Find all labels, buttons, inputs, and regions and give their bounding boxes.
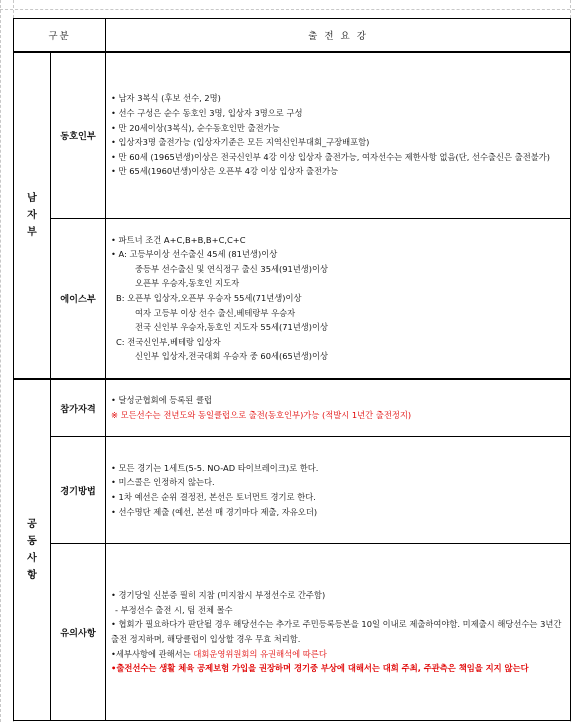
notes-label: 유의사항 <box>51 544 106 721</box>
header-guideline: 출 전 요 강 <box>106 19 571 52</box>
club-line: • 선수 구성은 순수 동호인 3명, 입상자 3명으로 구성 <box>111 108 303 119</box>
ace-line: C: 전국신인부,베테랑 입상자 <box>116 336 221 347</box>
notes-line: • 협회가 필요하다가 판단될 경우 해당선수는 추가로 주민등록등본을 10일 이내로 제출하여야함. 미제출시 해당선수는 3년간 출전 정지하며, 해당클럽이 입상할 경우 무효 처리함. <box>111 619 562 644</box>
ace-division-label: 에이스부 <box>51 219 106 379</box>
method-line: • 미스콜은 인정하지 않는다. <box>111 477 215 488</box>
ace-line: 중등부 선수출신 및 연식정구 출신 35세(91년생)이상 <box>135 263 329 274</box>
header-row <box>14 19 571 52</box>
club-line: • 남자 3복식 (후보 선수, 2명) <box>111 93 221 104</box>
ace-line: B: 오픈부 입상자,오픈부 우승자 55세(71년생)이상 <box>116 292 302 303</box>
club-line: • 만 60세 (1965년생)이상은 전국신인부 4강 이상 입상자 출전가능, 여자선수는 제한사항 없음(단, 선수출신은 출전불가) <box>111 151 551 162</box>
club-division-content <box>106 52 571 219</box>
notes-line: • 경기당일 신분증 필히 지참 (미지참시 부정선수로 간주함) <box>111 590 326 601</box>
notes-line: - 부정선수 출전 시, 팀 전체 몰수 <box>115 604 233 615</box>
common-matters-label: 공 동 사 항 <box>14 379 51 721</box>
club-line: • 입상자3명 출전가능 (입상자기준은 모든 지역신인부대회_구장배포함) <box>111 137 370 148</box>
method-line: • 선수명단 제출 (예선, 본선 매 경기마다 제출, 자유오더) <box>111 506 318 517</box>
eligibility-label: 참가자격 <box>51 379 106 437</box>
method-label: 경기방법 <box>51 437 106 544</box>
men-ace-row <box>14 219 571 379</box>
eligibility-line: • 달성군협회에 등록된 클럽 <box>111 395 212 406</box>
method-row <box>14 437 571 544</box>
method-line: • 1차 예선은 순위 결정전, 본선은 토너먼트 경기로 한다. <box>111 492 316 502</box>
men-club-row <box>14 52 571 219</box>
ace-line: 오픈부 우승자,동호인 지도자 <box>135 278 240 289</box>
header-category: 구분 <box>14 19 106 52</box>
club-line: • 만 65세(1960년생)이상은 오픈부 4강 이상 입상자 출전가능 <box>111 166 339 177</box>
competition-guidelines-table <box>13 18 571 721</box>
ace-line: 전국 신인부 우승자,동호인 지도자 55세(71년생)이상 <box>135 322 329 333</box>
notes-row <box>14 544 571 721</box>
eligibility-warning: ※ 모든선수는 전년도와 동일클럽으로 출전(동호인부)가능 (적발시 1년간 출전정지) <box>111 409 412 420</box>
men-division-label: 남 자 부 <box>14 52 51 379</box>
club-division-label: 동호인부 <box>51 52 106 219</box>
notes-red-text: 대회운영위원회의 유권해석에 따른다 <box>193 648 327 659</box>
method-line: • 모든 경기는 1세트(5-5. NO-AD 타이브레이크)로 한다. <box>111 462 319 473</box>
ace-line: 신인부 입상자,전국대회 우승자 중 60세(65년생)이상 <box>135 351 329 362</box>
ace-division-content <box>106 219 571 379</box>
club-line: • 만 20세이상(3복식), 순수동호인만 출전가능 <box>111 122 280 133</box>
notes-content <box>106 544 571 721</box>
ace-line: • A: 고등부이상 선수출신 45세 (81년생)이상 <box>111 249 278 260</box>
notes-line: •세부사항에 관해서는 대회운영위원회의 유권해석에 따른다 <box>111 648 327 659</box>
notes-warning: •출전선수는 생활 체육 공제보험 가입을 권장하며 경기중 부상에 대해서는 대회 주최, 주관측은 책임을 지지 않는다 <box>111 663 529 674</box>
ace-line: • 파트너 조건 A+C,B+B,B+C,C+C <box>111 234 246 245</box>
grid-line <box>0 9 575 10</box>
grid-line <box>0 0 1 722</box>
eligibility-row <box>14 379 571 437</box>
eligibility-content <box>106 379 571 437</box>
method-content <box>106 437 571 544</box>
ace-line: 여자 고등부 이상 선수 출신,베테랑부 우승자 <box>135 307 296 318</box>
